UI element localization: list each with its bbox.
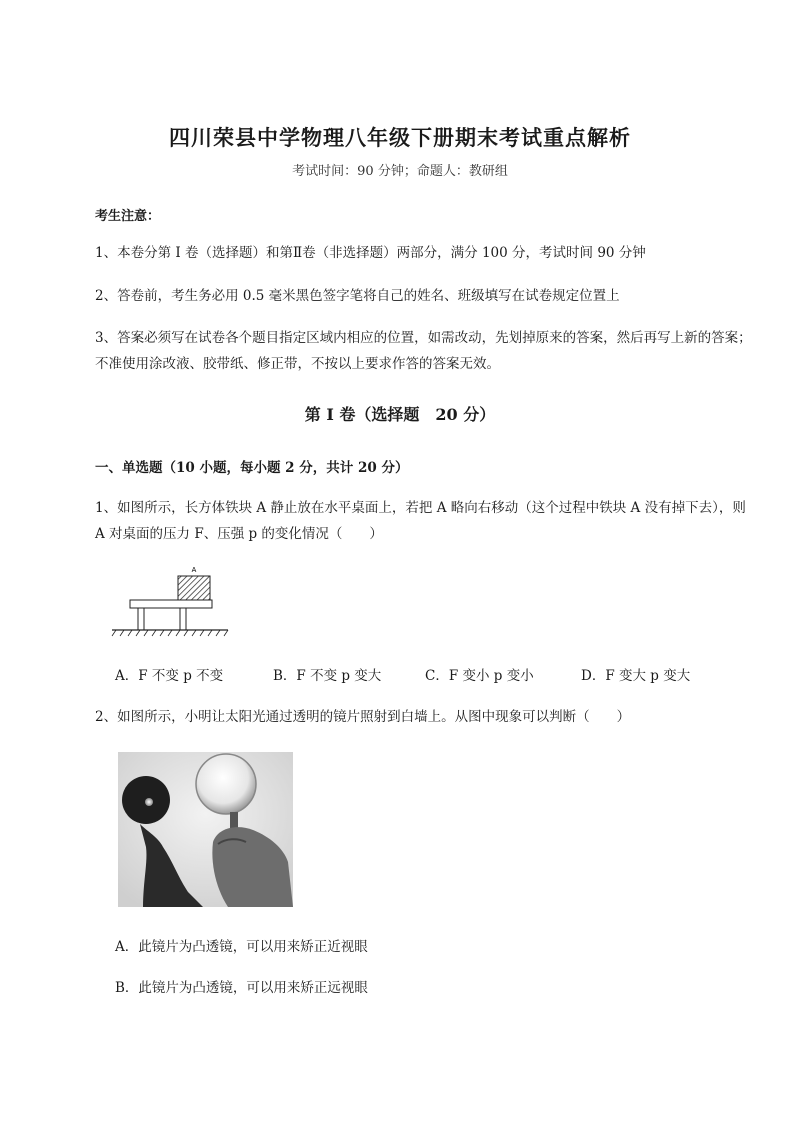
question-2-stem: 2、如图所示，小明让太阳光通过透明的镜片照射到白墙上。从图中现象可以判断（ ） (95, 709, 631, 725)
table-leg-left (138, 608, 144, 630)
question-1-option-d[interactable]: D．F 变大 p 变大 (581, 668, 691, 684)
question-1-stem: 1、如图所示，长方体铁块 A 静止放在水平桌面上，若把 A 略向右移动（这个过程中铁块 A 没有掉下去），则 A 对桌面的压力 F、压强 p 的变化情况（ ） (95, 500, 746, 542)
question-1-option-b[interactable]: B．F 不变 p 变大 (273, 668, 382, 684)
notice-heading: 考生注意： (95, 209, 161, 224)
question-1-figure (110, 562, 230, 642)
focused-light-spot (145, 798, 153, 806)
notice-item-3: 3、答案必须写在试卷各个题目指定区域内相应的位置，如需改动，先划掉原来的答案，然后再写上新的答案；不准使用涂改液、胶带纸、修正带，不按以上要求作答的答案无效。 (95, 330, 752, 372)
table-leg-right (180, 608, 186, 630)
section-title: 第 I 卷（选择题 20 分） (304, 405, 496, 424)
question-group-heading: 一、单选题（10 小题，每小题 2 分，共计 20 分） (95, 460, 409, 476)
question-1-option-a[interactable]: A．F 不变 p 不变 (115, 668, 224, 684)
question-2-option-a[interactable]: A．此镜片为凸透镜，可以用来矫正近视眼 (115, 939, 368, 955)
ground-hatching (112, 630, 228, 636)
question-1-option-c[interactable]: C．F 变小 p 变小 (425, 668, 534, 684)
question-2-option-b[interactable]: B．此镜片为凸透镜，可以用来矫正远视眼 (115, 980, 368, 996)
exam-meta: 考试时间：90 分钟；命题人：教研组 (292, 164, 508, 179)
block-label: A (191, 567, 197, 574)
question-2-photo (118, 752, 293, 907)
table-top (130, 600, 212, 608)
notice-item-1: 1、本卷分第 I 卷（选择题）和第Ⅱ卷（非选择题）两部分，满分 100 分，考试时间 90 分钟 (95, 245, 646, 261)
page-title: 四川荣县中学物理八年级下册期末考试重点解析 (169, 125, 631, 150)
magnifying-lens (196, 754, 256, 814)
iron-block-a (178, 576, 210, 600)
notice-item-2: 2、答卷前，考生务必用 0.5 毫米黑色签字笔将自己的姓名、班级填写在试卷规定位置上 (95, 288, 620, 304)
